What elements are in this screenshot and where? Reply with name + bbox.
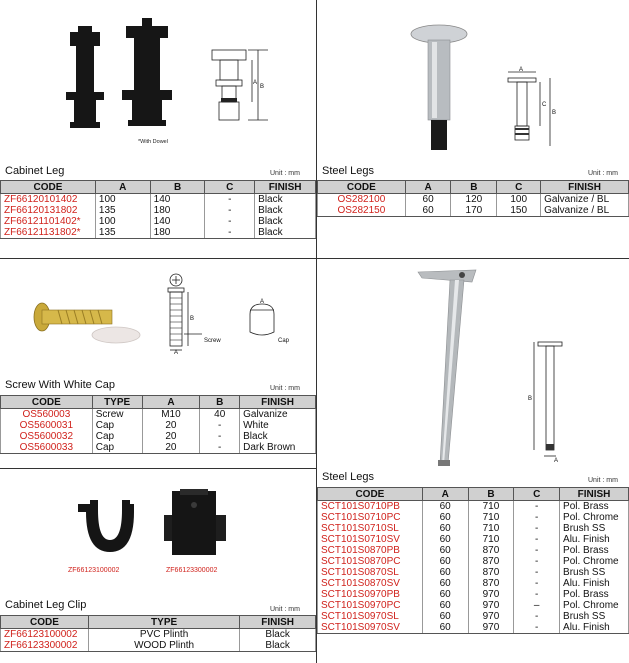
dowel-note: *With Dowel <box>138 139 168 145</box>
table-row <box>1 442 316 454</box>
table-row <box>318 205 629 217</box>
wood-clip-caption: ZF66123300002 <box>166 567 218 574</box>
cabinet-leg-photo <box>60 18 190 138</box>
cell: Screw <box>92 409 142 421</box>
product-code: SCT101S0970SV <box>318 622 423 634</box>
product-code: SCT101S0870SL <box>318 567 423 578</box>
column-header: FINISH <box>240 396 316 409</box>
column-header: TYPE <box>92 396 142 409</box>
cell: - <box>514 556 560 567</box>
left-section-divider-2 <box>0 468 316 469</box>
cell: 140 <box>150 194 205 206</box>
cell: 970 <box>468 600 514 611</box>
cell: Black <box>255 216 316 227</box>
cell: – <box>514 600 560 611</box>
cell: Brush SS <box>560 523 629 534</box>
clip-title: Cabinet Leg Clip <box>5 599 87 611</box>
steel-legs-2-unit: Unit : mm <box>588 477 618 484</box>
cell: Alu. Finish <box>560 578 629 589</box>
product-code: OS5600031 <box>1 420 93 431</box>
column-header: B <box>451 181 497 194</box>
cell: Pol. Brass <box>560 589 629 600</box>
product-code: SCT101S0970PC <box>318 600 423 611</box>
cell: 100 <box>497 194 541 206</box>
cell: 60 <box>422 556 468 567</box>
cell: 870 <box>468 545 514 556</box>
cell: - <box>514 534 560 545</box>
cell: 710 <box>468 501 514 513</box>
screw-table <box>0 395 316 454</box>
column-header: B <box>468 488 514 501</box>
table-header-row <box>318 488 629 501</box>
column-header: A <box>422 488 468 501</box>
column-header: CODE <box>1 616 89 629</box>
cell: Black <box>240 629 316 641</box>
dim-b-label: B <box>528 396 533 402</box>
table-row <box>1 216 316 227</box>
cell: 970 <box>468 589 514 600</box>
cell: Pol. Chrome <box>560 512 629 523</box>
cell: - <box>514 501 560 513</box>
clip-unit: Unit : mm <box>270 606 300 613</box>
steel-legs-2-title: Steel Legs <box>322 471 374 483</box>
cell: Pol. Chrome <box>560 556 629 567</box>
table-row <box>318 545 629 556</box>
column-header: C <box>514 488 560 501</box>
cell: 60 <box>405 194 451 206</box>
cell: 970 <box>468 622 514 634</box>
cell: - <box>200 420 240 431</box>
cell: - <box>205 216 255 227</box>
cell: Pol. Brass <box>560 545 629 556</box>
cell: 60 <box>422 567 468 578</box>
table-row <box>1 640 316 652</box>
dim-a-label: A <box>519 67 524 73</box>
cap-label: Cap <box>278 338 290 344</box>
product-code: ZF66121131802* <box>1 227 96 239</box>
column-header: C <box>205 181 255 194</box>
dim-b-label: B <box>552 110 557 116</box>
cell: 40 <box>200 409 240 421</box>
cell: PVC Plinth <box>88 629 239 641</box>
product-code: SCT101S0970SL <box>318 611 423 622</box>
cell: Cap <box>92 431 142 442</box>
table-header-row <box>1 396 316 409</box>
cell: 60 <box>422 545 468 556</box>
cabinet-leg-title: Cabinet Leg <box>5 165 65 177</box>
table-row <box>318 501 629 513</box>
column-header: CODE <box>318 488 423 501</box>
cell: 710 <box>468 523 514 534</box>
table-row <box>318 622 629 634</box>
cell: 710 <box>468 534 514 545</box>
cell: 150 <box>497 205 541 217</box>
product-code: ZF66123100002 <box>1 629 89 641</box>
cell: - <box>514 611 560 622</box>
cell: 135 <box>95 205 150 216</box>
cell: - <box>514 578 560 589</box>
steel-leg-photo <box>404 20 474 155</box>
cell: 710 <box>468 512 514 523</box>
dim-c-label: C <box>542 102 547 108</box>
cell: 60 <box>422 512 468 523</box>
dim-a-label: A <box>554 458 559 464</box>
cell: - <box>205 227 255 239</box>
cell: 870 <box>468 567 514 578</box>
cell: - <box>514 622 560 634</box>
left-section-divider-1 <box>0 258 316 259</box>
cell: Galvanize <box>240 409 316 421</box>
cell: 170 <box>451 205 497 217</box>
cell: 20 <box>142 442 200 454</box>
cell: Brush SS <box>560 611 629 622</box>
cell: Cap <box>92 420 142 431</box>
column-header: A <box>405 181 451 194</box>
column-header: FINISH <box>560 488 629 501</box>
cell: 135 <box>95 227 150 239</box>
cell: Brush SS <box>560 567 629 578</box>
cell: - <box>200 431 240 442</box>
cell: 60 <box>422 600 468 611</box>
wood-clip-photo <box>160 485 230 560</box>
table-row <box>318 611 629 622</box>
cell: 60 <box>422 523 468 534</box>
table-header-row <box>318 181 629 194</box>
cell: Alu. Finish <box>560 534 629 545</box>
product-code: SCT101S0710PC <box>318 512 423 523</box>
table-row <box>1 420 316 431</box>
cell: 60 <box>422 501 468 513</box>
cell: - <box>514 512 560 523</box>
column-header: C <box>497 181 541 194</box>
steel-leg-drawing <box>506 66 566 156</box>
cell: 140 <box>150 216 205 227</box>
cell: 60 <box>405 205 451 217</box>
dim-a-label: A <box>253 80 258 86</box>
table-row <box>318 534 629 545</box>
cell: Black <box>240 640 316 652</box>
cabinet-leg-table <box>0 180 316 239</box>
cell: 60 <box>422 534 468 545</box>
table-row <box>1 431 316 442</box>
product-code: SCT101S0870SV <box>318 578 423 589</box>
table-row <box>318 578 629 589</box>
cabinet-leg-unit: Unit : mm <box>270 170 300 177</box>
table-row <box>318 567 629 578</box>
product-code: OS5600033 <box>1 442 93 454</box>
column-header: TYPE <box>88 616 239 629</box>
screw-photo <box>28 295 148 355</box>
table-row <box>318 600 629 611</box>
pvc-clip-photo <box>70 490 140 560</box>
cell: White <box>240 420 316 431</box>
product-code: SCT101S0970PB <box>318 589 423 600</box>
table-row <box>318 589 629 600</box>
table-header-row <box>1 616 316 629</box>
cell: - <box>205 205 255 216</box>
cell: 100 <box>95 194 150 206</box>
table-row <box>1 205 316 216</box>
product-code: SCT101S0870PB <box>318 545 423 556</box>
cell: - <box>205 194 255 206</box>
cell: Black <box>255 227 316 239</box>
cabinet-leg-drawing <box>208 48 278 130</box>
cell: 60 <box>422 611 468 622</box>
pvc-clip-caption: ZF66123100002 <box>68 567 120 574</box>
screw-label: Screw <box>204 338 221 344</box>
cell: Pol. Brass <box>560 501 629 513</box>
table-row <box>1 227 316 239</box>
cell: Pol. Chrome <box>560 600 629 611</box>
cell: 970 <box>468 611 514 622</box>
cell: Dark Brown <box>240 442 316 454</box>
table-row <box>318 556 629 567</box>
cell: 870 <box>468 556 514 567</box>
cell: 60 <box>422 578 468 589</box>
dim-b-label: B <box>190 316 195 322</box>
product-code: SCT101S0870PC <box>318 556 423 567</box>
cell: Galvanize / BL <box>541 205 629 217</box>
column-header: B <box>150 181 205 194</box>
product-code: OS282150 <box>318 205 406 217</box>
product-code: ZF66123300002 <box>1 640 89 652</box>
cell: WOOD Plinth <box>88 640 239 652</box>
column-header: CODE <box>1 396 93 409</box>
steel-legs-2-table <box>317 487 629 634</box>
product-code: SCT101S0710PB <box>318 501 423 513</box>
column-header: CODE <box>318 181 406 194</box>
clip-table <box>0 615 316 652</box>
cell: 120 <box>451 194 497 206</box>
cell: - <box>514 567 560 578</box>
column-header: A <box>95 181 150 194</box>
long-steel-leg-drawing <box>528 338 578 468</box>
column-header: CODE <box>1 181 96 194</box>
cell: - <box>514 523 560 534</box>
cell: - <box>514 545 560 556</box>
column-header: B <box>200 396 240 409</box>
table-row <box>1 629 316 641</box>
cell: Galvanize / BL <box>541 194 629 206</box>
product-code: SCT101S0710SV <box>318 534 423 545</box>
cell: 180 <box>150 205 205 216</box>
dim-a-label: A <box>260 299 265 305</box>
column-header: FINISH <box>240 616 316 629</box>
product-code: SCT101S0710SL <box>318 523 423 534</box>
cell: Cap <box>92 442 142 454</box>
dim-a-label: A <box>174 350 179 356</box>
steel-legs-1-table <box>317 180 629 217</box>
column-header: A <box>142 396 200 409</box>
column-header: FINISH <box>255 181 316 194</box>
cell: 60 <box>422 589 468 600</box>
screw-title: Screw With White Cap <box>5 379 116 391</box>
product-code: OS560003 <box>1 409 93 421</box>
right-section-divider <box>316 258 629 259</box>
screw-unit: Unit : mm <box>270 385 300 392</box>
table-row <box>1 194 316 206</box>
product-code: OS282100 <box>318 194 406 206</box>
table-row <box>318 523 629 534</box>
table-row <box>1 409 316 421</box>
cell: 60 <box>422 622 468 634</box>
cell: 100 <box>95 216 150 227</box>
product-code: ZF66120101402 <box>1 194 96 206</box>
cell: Black <box>255 205 316 216</box>
column-header: FINISH <box>541 181 629 194</box>
steel-legs-1-title: Steel Legs <box>322 165 374 177</box>
product-code: ZF66121101402* <box>1 216 96 227</box>
steel-legs-1-unit: Unit : mm <box>588 170 618 177</box>
table-row <box>318 194 629 206</box>
cell: - <box>514 589 560 600</box>
table-header-row <box>1 181 316 194</box>
cell: M10 <box>142 409 200 421</box>
cell: Alu. Finish <box>560 622 629 634</box>
long-steel-leg-photo <box>412 266 492 471</box>
cell: 870 <box>468 578 514 589</box>
cell: 20 <box>142 420 200 431</box>
cell: - <box>200 442 240 454</box>
screw-drawing <box>162 272 312 356</box>
cell: 20 <box>142 431 200 442</box>
cell: Black <box>255 194 316 206</box>
dim-b-label: B <box>260 84 265 90</box>
table-row <box>318 512 629 523</box>
product-code: ZF66120131802 <box>1 205 96 216</box>
product-code: OS5600032 <box>1 431 93 442</box>
cell: 180 <box>150 227 205 239</box>
cell: Black <box>240 431 316 442</box>
